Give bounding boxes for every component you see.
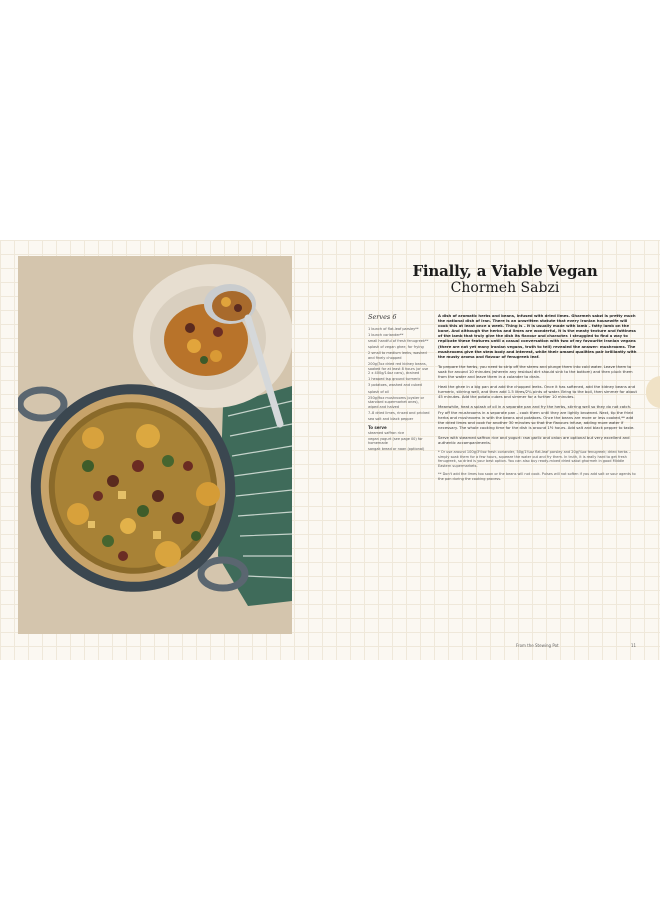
method-step: Serve with steamed saffron rice and yogurt: raw garlic and onion are optional but very excellent and authentic accompaniments. xyxy=(438,434,630,445)
serves-label: Serves 6 xyxy=(368,313,397,321)
intro-paragraph: A dish of aromatic herbs and beans, infused with dried limes. Gharmeh sabzi is pretty much the national dish of Iran. There is an unwritten statute that every Iranian housewife will cook this at least once a week. Thing is – it is usually made with lamb – fatty lamb on the bone. And although the herbs and limes are wonderful, it is the meaty texture and fattiness of the lamb that truly give the dish its flavour and character. I struggled to find a way to replicate these features until a casual conversation with two of my favourite Iranian vegans (there are not yet many Iranian vegans, truth to tell) revealed the answer: mushrooms. The mushrooms give the stew body and interest, while their umami qualities pair brilliantly with the musty aroma and flavour of fenugreek leaf. xyxy=(438,313,637,359)
stew-pot-photo xyxy=(18,256,292,634)
ingredients-column xyxy=(368,313,430,453)
serve-item: vegan yogurt (see page 00) for homemade xyxy=(368,436,423,446)
to-serve-heading: To serve xyxy=(368,424,387,430)
ingredient-item: splash of vegan ghee, for frying xyxy=(368,345,424,350)
ingredient-item: 250g/9oz mushrooms (oyster or standard supermarket ones), wiped and halved xyxy=(368,395,425,409)
method-step: Heat the ghee in a big pan and add the chopped leeks. Once it has softened, add the kidney beans and turmeric, stirring well, and then add 1.5 litres/2¾ pints of water. Bring to the boil, then simmer for about 45 minutes. Add the potato cubes and simmer for a further 10 minutes. xyxy=(438,384,637,400)
ingredient-item: sea salt and black pepper xyxy=(368,417,414,421)
running-footer-title: From the Stewing Pot xyxy=(516,643,559,648)
page-number: 11 xyxy=(631,643,637,648)
ingredient-item: 200g/7oz dried red kidney beans, soaked for at least 8 hours (or use 2 x 400g/14oz cans), drained xyxy=(368,362,429,376)
method-column xyxy=(438,313,638,486)
title-main: Finally, a Viable Vegan xyxy=(412,262,598,280)
footnote: * Or use around 100g/3½oz fresh coriander, 50g/1¾oz flat-leaf parsley and 20g/¾oz fenugreek; dried herbs – simply soak them for a few hours, squeeze the water out and fry them. In truth, it is really hard to get fresh fenugreek, so dried is your best option. You can also buy ready-mixed dried sabzi ghormeh in good Middle Eastern supermarkets. xyxy=(438,450,631,468)
ingredient-item: small handful of fresh fenugreek** xyxy=(368,339,429,344)
title-sub: Chormeh Sabzi xyxy=(450,280,560,296)
footnote: ** Don't add the limes too soon or the beans will not cook. Pulses will not soften if you add salt or sour agents to the pan during the cooking process. xyxy=(438,472,636,482)
ingredient-item: 3 potatoes, washed and cubed xyxy=(368,383,422,388)
recipe-title xyxy=(400,262,610,297)
ingredient-item: 1 bunch of flat-leaf parsley** xyxy=(368,327,419,331)
serve-item: sangak bread or naan (optional) xyxy=(368,447,425,452)
ingredient-item: 7–8 dried limes, rinsed and pricked xyxy=(368,410,430,415)
ingredient-item: 2 small to medium leeks, washed and finely chopped xyxy=(368,351,427,360)
method-step: Meanwhile, heat a splash of oil in a separate pan and fry the herbs, stirring well so they do not catch. Fry off the mushrooms in a separate pan – cook them until they are lightly browned. Next, tip the fried herbs and mushrooms in with the beans and potatoes. Once the beans are more or less cooked,** add the dried limes and cook for another 30 minutes so that the flavours infuse, adding more water if necessary. The whole cooking time for the dish is around 1½ hours. Add salt and black pepper to taste. xyxy=(438,404,635,430)
method-step: To prepare the herbs, you need to strip off the stems and plunge them into cold water. Leave them to soak for around 10 minutes (wherein any residual dirt should sink to the bottom) and then pluck them from the water and leave them in a colander to drain. xyxy=(438,363,633,380)
ingredient-item: 1 bunch coriander** xyxy=(368,333,404,338)
ingredient-item: splash of oil xyxy=(368,389,389,394)
serve-item: steamed saffron rice xyxy=(368,430,405,435)
ingredient-item: 1 heaped tsp ground turmeric xyxy=(368,377,421,382)
